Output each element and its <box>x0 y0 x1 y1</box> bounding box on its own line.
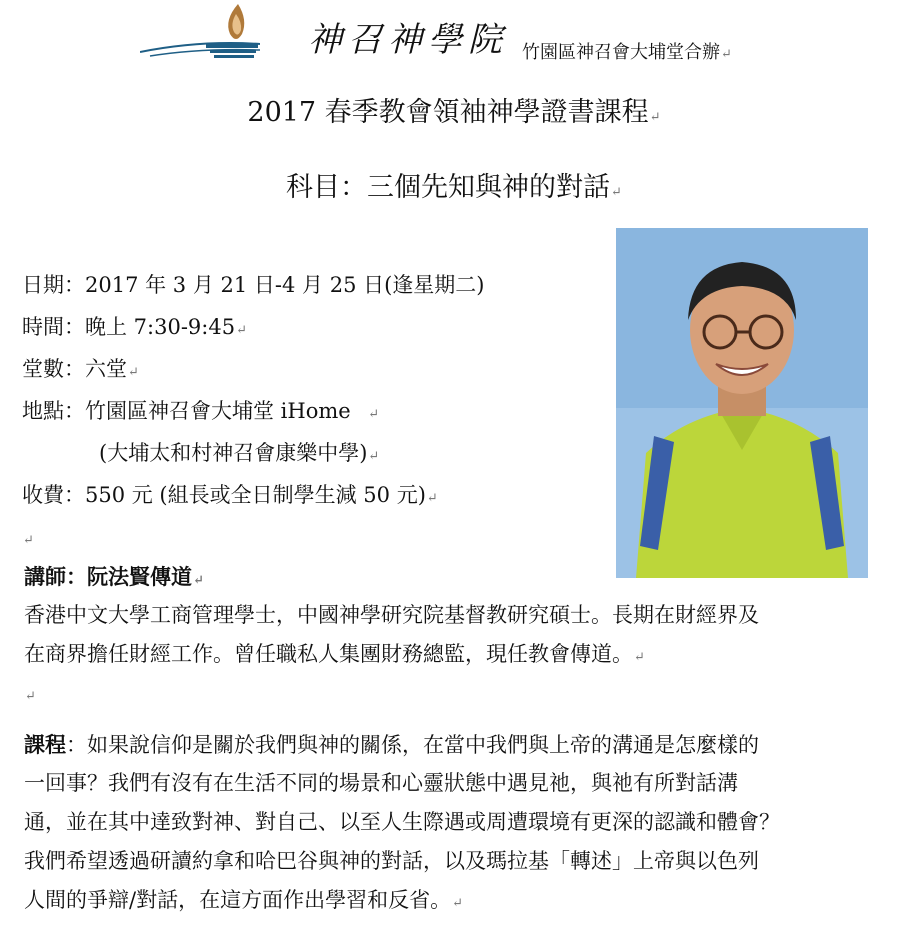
course-line: 人間的爭辯/對話，在這方面作出學習和反省。↵ <box>24 888 463 912</box>
course-line: 一回事？我們有沒有在生活不同的場景和心靈狀態中遇見祂，與祂有所對話溝 <box>24 771 738 795</box>
speaker-portrait <box>616 228 868 578</box>
subject-title: 科目：三個先知與神的對話↵ <box>286 172 622 203</box>
fee-line: 收費：550 元 (組長或全日制學生減 50 元)↵ <box>22 483 438 507</box>
program-title: 2017 春季教會領袖神學證書課程↵ <box>247 97 661 128</box>
speaker-label: 講師：阮法賢傳道↵ <box>24 564 204 589</box>
time-line: 時間：晚上 7:30-9:45↵ <box>22 315 247 339</box>
venue-line: 地點：竹園區神召會大埔堂 iHome ↵ <box>22 399 380 423</box>
empty-paragraph: ↵ <box>25 689 36 704</box>
empty-paragraph: ↵ <box>23 533 34 548</box>
seminary-flame-book-logo <box>140 0 260 60</box>
speaker-bio-line: 在商界擔任財經工作。曾任職私人集團財務總監，現任教會傳道。↵ <box>24 642 645 666</box>
course-label: 課程 <box>24 732 66 757</box>
course-first-line: 課程：如果說信仰是關於我們與神的關係，在當中我們與上帝的溝通是怎麼樣的 <box>24 732 759 757</box>
speaker-bio-line: 香港中文大學工商管理學士，中國神學研究院基督教研究碩士。長期在財經界及 <box>24 603 759 627</box>
speaker-section <box>24 557 894 713</box>
venue-sub-line: (大埔太和村神召會康樂中學)↵ <box>99 441 380 465</box>
seminary-name: 神召神學院 <box>308 20 508 60</box>
course-line: 我們希望透過研讀約拿和哈巴谷與神的對話，以及瑪拉基「轉述」上帝與以色列 <box>24 849 759 873</box>
sessions-line: 堂數：六堂↵ <box>22 357 139 381</box>
course-section <box>24 725 894 920</box>
course-details <box>22 264 485 558</box>
course-line: 通，並在其中達致對神、對自己、以至人生際遇或周遭環境有更深的認識和體會？ <box>24 810 780 834</box>
date-line: 日期：2017 年 3 月 21 日-4 月 25 日(逢星期二) <box>22 273 485 297</box>
co-host-text: 竹園區神召會大埔堂合辦↵ <box>522 42 732 63</box>
